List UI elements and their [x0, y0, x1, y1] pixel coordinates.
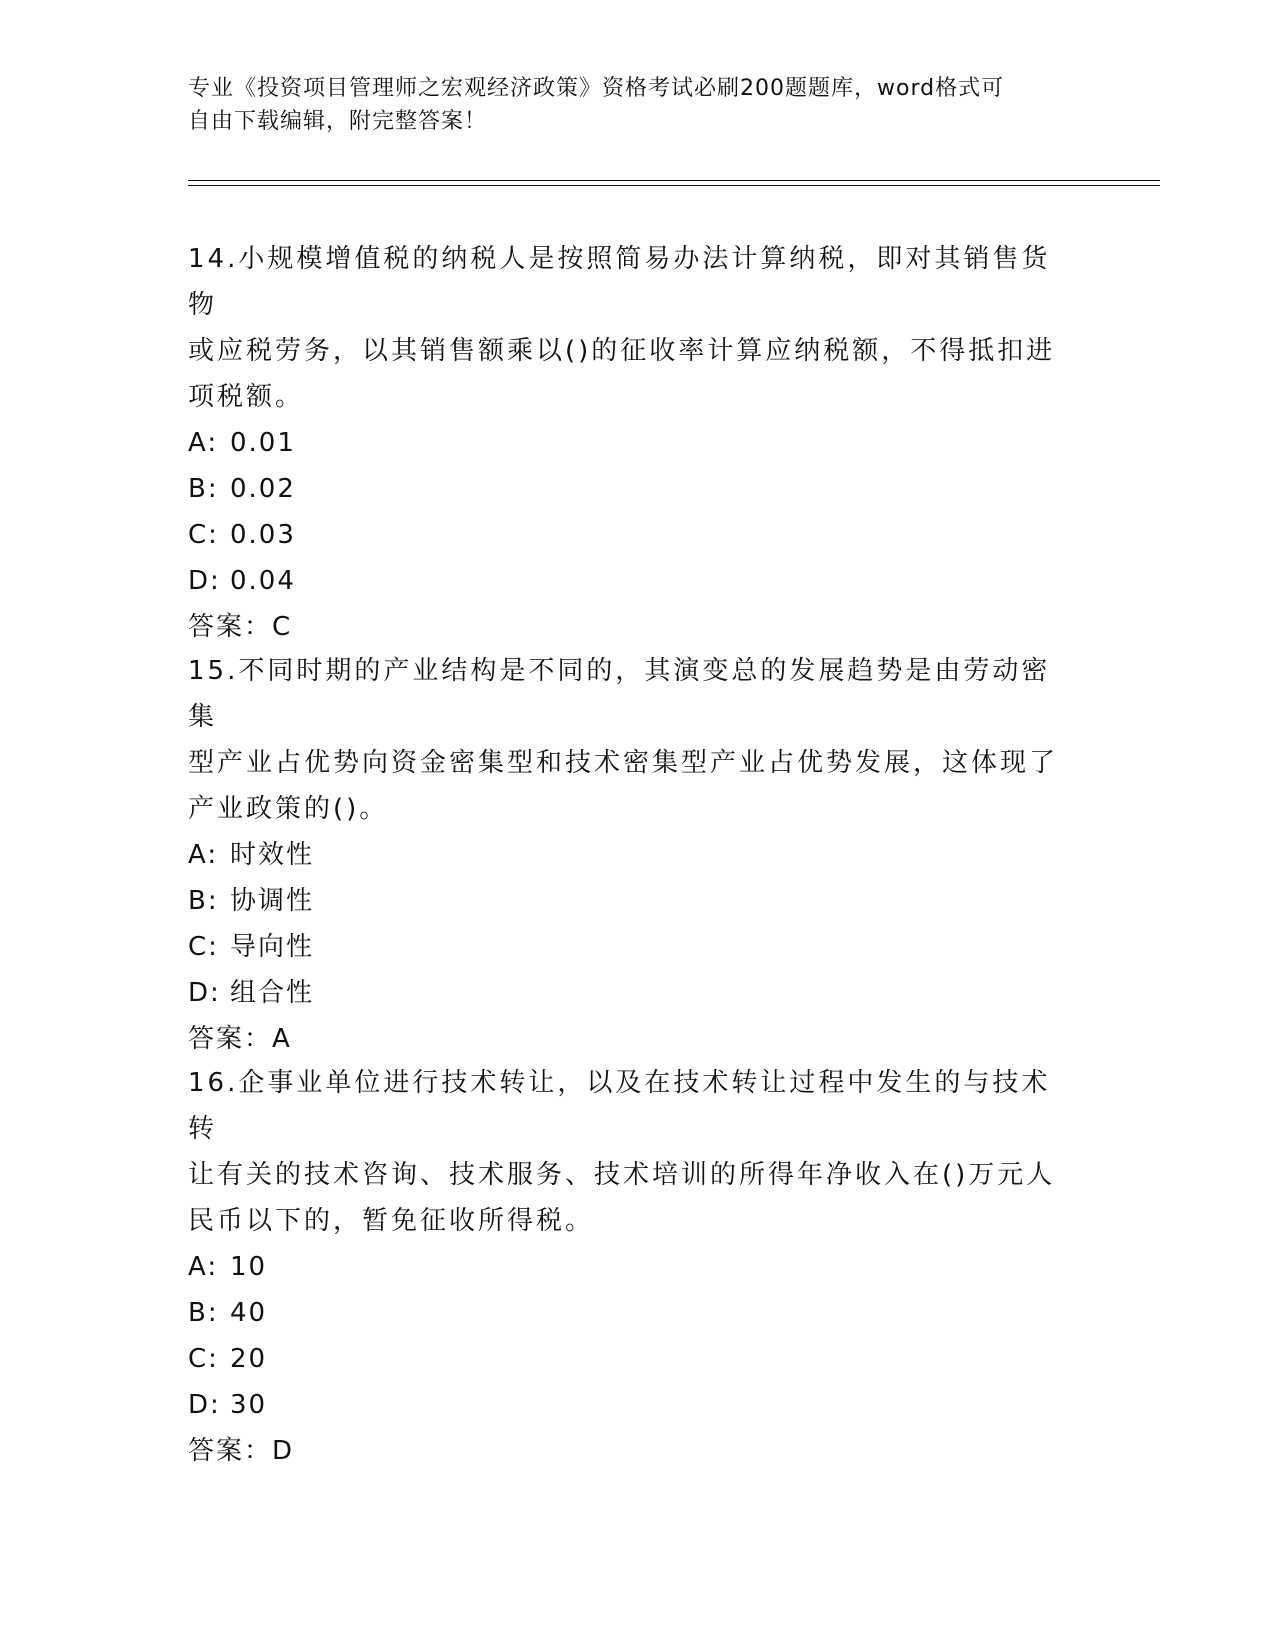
option-label: C:: [188, 520, 219, 550]
option-text: 组合性: [230, 978, 315, 1008]
option-label: A:: [188, 428, 219, 458]
stem-line: 民币以下的，暂免征收所得税。: [188, 1206, 595, 1236]
option-text: 导向性: [230, 932, 315, 962]
option-text: 0.02: [230, 474, 296, 504]
option-label: C:: [188, 1344, 219, 1374]
header-divider-top: [188, 180, 1160, 181]
option-c: [188, 512, 1078, 558]
option-label: D:: [188, 566, 221, 596]
option-label: D:: [188, 978, 221, 1008]
answer-line: 答案：C: [188, 612, 293, 642]
option-a: [188, 420, 1078, 466]
option-label: A:: [188, 1252, 219, 1282]
stem-line: 型产业占优势向资金密集型和技术密集型产业占优势发展，这体现了: [188, 748, 1059, 778]
answer-line: 答案：D: [188, 1436, 295, 1466]
option-text: 0.01: [230, 428, 296, 458]
option-label: B:: [188, 474, 219, 504]
answer-line: 答案：A: [188, 1024, 292, 1054]
option-label: C:: [188, 932, 219, 962]
option-label: B:: [188, 886, 219, 916]
question-14: [188, 236, 1078, 650]
option-text: 30: [230, 1390, 268, 1420]
header-line-2: 自由下载编辑，附完整答案！: [188, 109, 488, 134]
option-text: 时效性: [230, 840, 315, 870]
question-stem: [188, 236, 1078, 420]
question-stem: [188, 1060, 1078, 1244]
option-b: [188, 466, 1078, 512]
header-line-1: 专业《投资项目管理师之宏观经济政策》资格考试必刷200题题库，word格式可: [188, 76, 1005, 101]
header-divider-bottom: [188, 185, 1160, 186]
option-d: [188, 970, 1078, 1016]
option-c: [188, 1336, 1078, 1382]
option-label: D:: [188, 1390, 221, 1420]
option-text: 10: [230, 1252, 268, 1282]
stem-line: 让有关的技术咨询、技术服务、技术培训的所得年净收入在()万元人: [188, 1160, 1056, 1190]
document-header: [188, 72, 1088, 138]
option-b: [188, 878, 1078, 924]
stem-line: 14.小规模增值税的纳税人是按照简易办法计算纳税，即对其销售货物: [188, 244, 1051, 320]
option-a: [188, 1244, 1078, 1290]
option-text: 40: [230, 1298, 268, 1328]
option-d: [188, 558, 1078, 604]
option-text: 协调性: [230, 886, 315, 916]
question-stem: [188, 648, 1078, 832]
option-b: [188, 1290, 1078, 1336]
stem-line: 或应税劳务，以其销售额乘以()的征收率计算应纳税额，不得抵扣进: [188, 336, 1056, 366]
question-15: [188, 648, 1078, 1062]
option-label: B:: [188, 1298, 219, 1328]
option-text: 0.04: [230, 566, 296, 596]
option-text: 20: [230, 1344, 268, 1374]
stem-line: 15.不同时期的产业结构是不同的，其演变总的发展趋势是由劳动密集: [188, 656, 1051, 732]
option-a: [188, 832, 1078, 878]
stem-line: 16.企事业单位进行技术转让，以及在技术转让过程中发生的与技术转: [188, 1068, 1051, 1144]
stem-line: 产业政策的()。: [188, 794, 389, 824]
question-16: [188, 1060, 1078, 1474]
option-text: 0.03: [230, 520, 296, 550]
option-c: [188, 924, 1078, 970]
option-d: [188, 1382, 1078, 1428]
option-label: A:: [188, 840, 219, 870]
stem-line: 项税额。: [188, 382, 305, 412]
